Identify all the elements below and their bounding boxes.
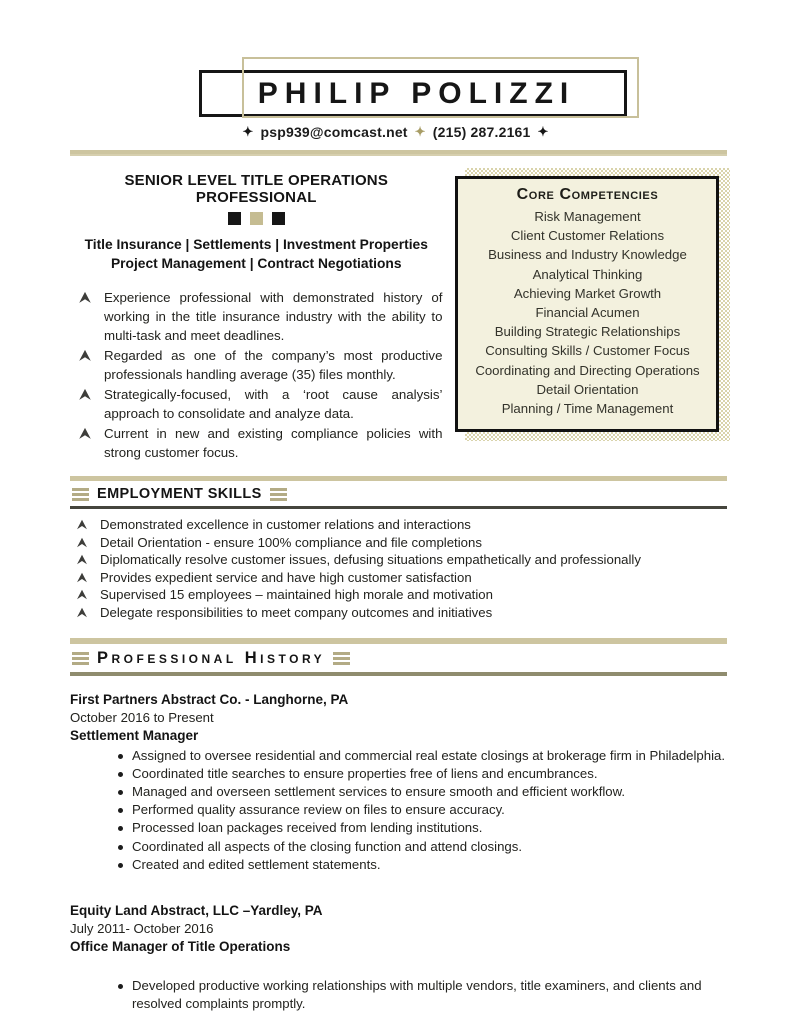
- job-bullet: [70, 856, 727, 874]
- skill-bullet: [70, 569, 727, 587]
- divider-dark: [70, 506, 727, 509]
- dart-bullet-icon: [76, 537, 88, 552]
- summary-bullet-list: [70, 288, 442, 462]
- employment-skills-section: [70, 476, 727, 622]
- dart-bullet-icon: [76, 554, 88, 569]
- competencies-column: [455, 172, 727, 463]
- summary-bullet-text: Experience professional with demonstrated history of working in the title insurance industry with the ability to multi-task and meet deadlines.: [104, 290, 443, 343]
- dart-bullet-icon: [76, 607, 88, 622]
- dart-bullet-icon: [76, 519, 88, 534]
- employment-skills-list: [70, 516, 727, 622]
- square-tan-icon: [250, 212, 263, 225]
- diamond-icon: ✦: [537, 124, 549, 139]
- skill-bullet-text: Supervised 15 employees – maintained high morale and motivation: [100, 587, 493, 603]
- job-bullet: [70, 747, 727, 765]
- job-entry: [70, 691, 727, 874]
- dart-bullet-icon: [78, 427, 92, 462]
- square-black-icon: [228, 212, 241, 225]
- dot-bullet-icon: [118, 845, 123, 850]
- jobs-list: [70, 691, 727, 1014]
- skill-bullet-text: Delegate responsibilities to meet company outcomes and initiatives: [100, 604, 493, 620]
- summary-bullet: [70, 385, 442, 423]
- summary-bullet: [70, 346, 442, 384]
- job-position: Office Manager of Title Operations: [70, 938, 291, 954]
- competency-item: Analytical Thinking: [532, 266, 643, 282]
- skill-bullet-text: Demonstrated excellence in customer relations and interactions: [100, 517, 471, 532]
- job-bullet: [70, 783, 727, 801]
- job-bullet-text: Processed loan packages received from lending institutions.: [132, 820, 483, 836]
- phone-text: (215) 287.2161: [432, 124, 531, 140]
- job-bullet: [70, 765, 727, 783]
- professional-history-section: [70, 638, 727, 1014]
- dot-bullet-icon: [118, 772, 123, 777]
- dart-bullet-icon: [78, 291, 92, 345]
- competency-item: Detail Orientation: [536, 381, 639, 397]
- skill-bullet-text: Detail Orientation - ensure 100% compliance and file completions: [100, 534, 482, 550]
- competency-item: Risk Management: [534, 209, 641, 224]
- skill-bullet-text: Provides expedient service and have high customer satisfaction: [100, 569, 472, 585]
- dot-bullet-icon: [118, 790, 123, 795]
- competency-item: Achieving Market Growth: [513, 285, 662, 301]
- summary-bullet-text: Regarded as one of the company’s most productive professionals handling average (35) files monthly.: [104, 348, 443, 382]
- triple-bar-icon: [72, 652, 89, 665]
- keywords-line-2: Project Management | Contract Negotiations: [110, 256, 402, 271]
- job-bullet-text: Coordinated title searches to ensure properties free of liens and encumbrances.: [132, 765, 598, 781]
- person-name: PHILIP POLIZZI: [257, 76, 576, 110]
- core-competencies-box: [455, 176, 719, 432]
- header: [0, 0, 791, 120]
- dart-bullet-icon: [78, 388, 92, 423]
- contact-line: [0, 124, 791, 141]
- summary-bullet-text: Current in new and existing compliance policies with strong customer focus.: [104, 426, 443, 460]
- diamond-icon: ✦: [414, 124, 426, 139]
- summary-bullet-text: Strategically-focused, with a ‘root cause analysis’ approach to consolidate and analyze data.: [104, 387, 443, 421]
- employment-skills-header: [70, 481, 727, 506]
- job-dates: July 2011- October 2016: [70, 920, 214, 936]
- summary-bullet: [70, 288, 442, 345]
- skill-bullet: [70, 604, 727, 622]
- job-bullet: [70, 801, 727, 819]
- skill-bullet-text: Diplomatically resolve customer issues, defusing situations empathetically and professionally: [100, 552, 641, 568]
- job-dates: October 2016 to Present: [70, 709, 214, 725]
- skill-bullet: [70, 534, 727, 552]
- core-competencies-list: [462, 207, 712, 418]
- triple-bar-icon: [333, 652, 350, 665]
- dart-bullet-icon: [76, 589, 88, 604]
- headline: SENIOR LEVEL TITLE OPERATIONS PROFESSIONAL: [124, 172, 389, 206]
- professional-history-title: Professional History: [97, 648, 326, 667]
- job-bullet: [70, 977, 727, 1013]
- competency-item: Building Strategic Relationships: [494, 324, 681, 340]
- name-frame-tan: [242, 57, 639, 118]
- summary-bullet: [70, 424, 442, 462]
- dot-bullet-icon: [118, 808, 123, 813]
- dot-bullet-icon: [118, 826, 123, 831]
- dart-bullet-icon: [76, 572, 88, 587]
- dot-bullet-icon: [118, 984, 123, 989]
- competency-item: Business and Industry Knowledge: [488, 247, 687, 263]
- decorative-squares: [70, 212, 442, 225]
- employment-skills-title: EMPLOYMENT SKILLS: [97, 486, 262, 502]
- job-bullet: [70, 838, 727, 856]
- job-bullet: [70, 819, 727, 837]
- skill-bullet: [70, 586, 727, 604]
- job-bullet-text: Assigned to oversee residential and commercial real estate closings at brokerage firm in Philadelphia.: [132, 747, 726, 763]
- skill-bullet: [70, 516, 727, 534]
- divider-olive: [70, 672, 727, 676]
- triple-bar-icon: [72, 488, 89, 501]
- job-bullet-list: [70, 747, 727, 874]
- dot-bullet-icon: [118, 863, 123, 868]
- professional-history-header: [70, 644, 727, 672]
- competency-item: Financial Acumen: [535, 305, 640, 321]
- summary-column: [70, 172, 442, 463]
- triple-bar-icon: [270, 488, 287, 501]
- core-competencies-panel: [455, 176, 719, 432]
- top-columns: [0, 156, 791, 463]
- keywords-line-1: Title Insurance | Settlements | Investment Properties: [84, 237, 428, 252]
- job-bullet-text: Managed and overseen settlement services to ensure smooth and efficient workflow.: [132, 783, 626, 799]
- core-competencies-title: Core Competencies: [516, 186, 659, 203]
- keywords: [70, 235, 442, 273]
- dot-bullet-icon: [118, 754, 123, 759]
- competency-item: Coordinating and Directing Operations: [475, 362, 700, 378]
- job-bullet-text: Performed quality assurance review on files to ensure accuracy.: [132, 802, 505, 818]
- job-bullet-list: [70, 977, 727, 1013]
- job-entry: [70, 902, 727, 1013]
- job-bullet-text: Developed productive working relationships with multiple vendors, title examiners, and clients and resolved complaints promptly.: [132, 977, 702, 1012]
- job-position: Settlement Manager: [70, 727, 199, 743]
- skill-bullet: [70, 551, 727, 569]
- competency-item: Planning / Time Management: [501, 401, 674, 417]
- square-black-icon: [272, 212, 285, 225]
- job-company: Equity Land Abstract, LLC –Yardley, PA: [70, 902, 323, 918]
- diamond-icon: ✦: [242, 124, 254, 139]
- competency-item: Consulting Skills / Customer Focus: [485, 343, 690, 359]
- job-company: First Partners Abstract Co. - Langhorne, PA: [70, 691, 349, 707]
- competency-item: Client Customer Relations: [510, 228, 665, 244]
- job-bullet-text: Created and edited settlement statements.: [132, 856, 381, 872]
- dart-bullet-icon: [78, 349, 92, 384]
- job-bullet-text: Coordinated all aspects of the closing function and attend closings.: [132, 838, 523, 854]
- email-text: psp939@comcast.net: [260, 124, 408, 140]
